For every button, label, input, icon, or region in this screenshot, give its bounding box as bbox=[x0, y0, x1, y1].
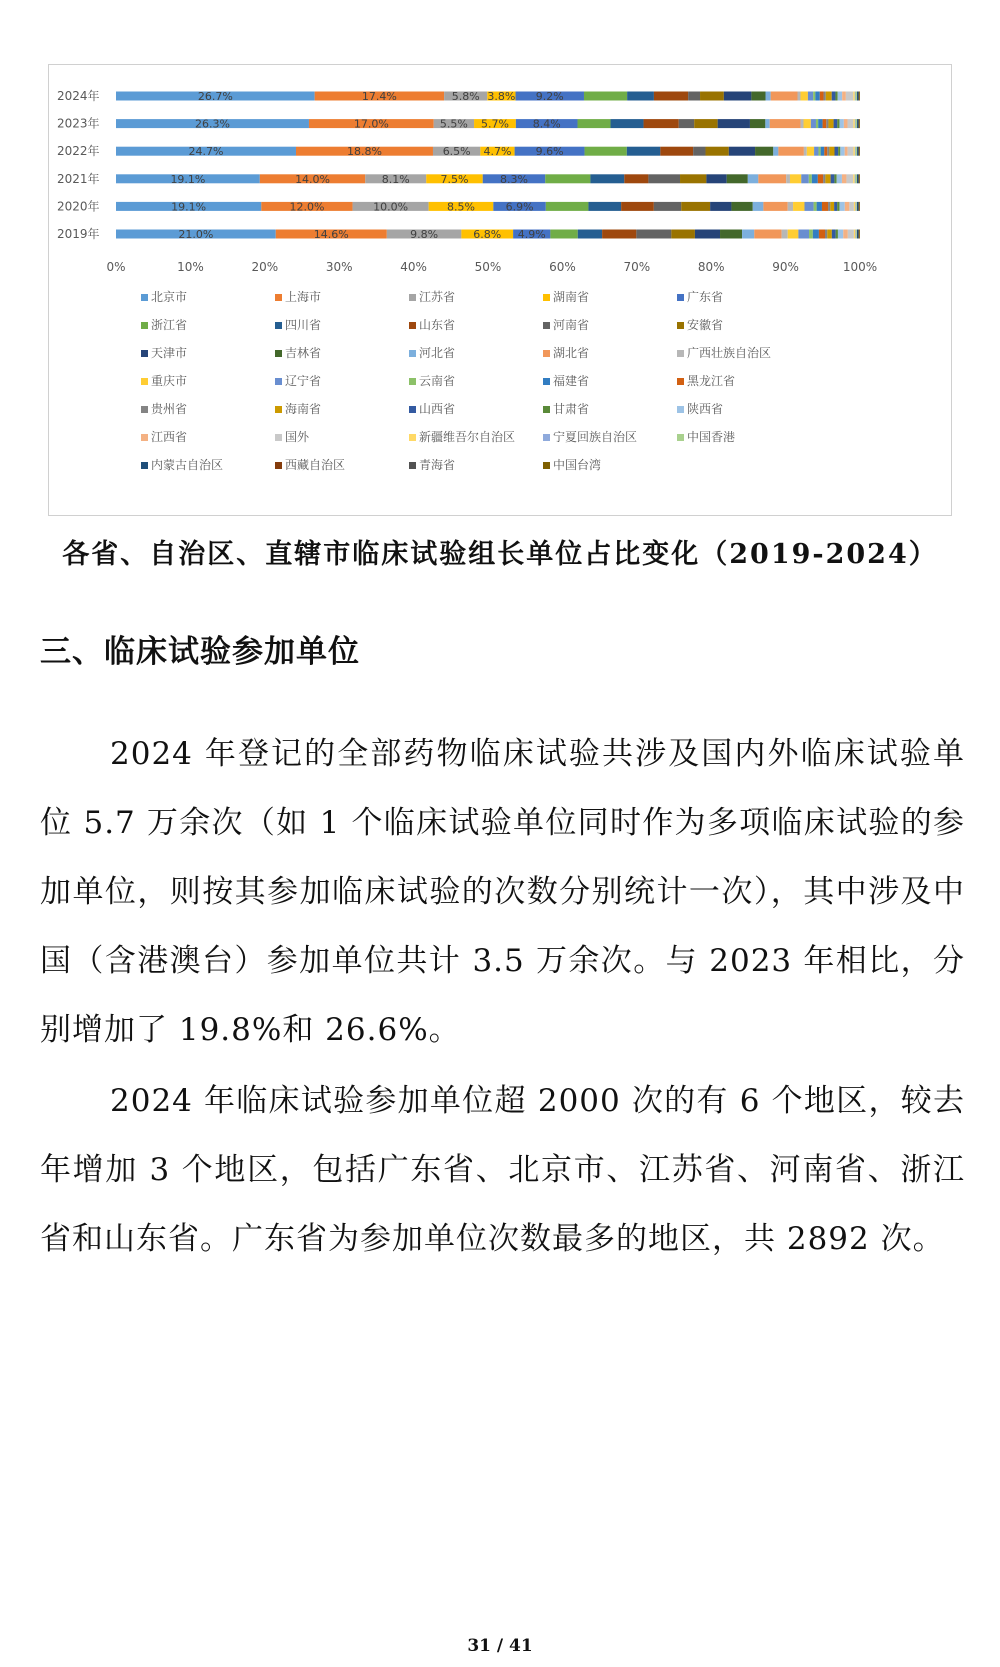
legend-swatch bbox=[275, 350, 282, 357]
legend-swatch bbox=[275, 462, 282, 469]
legend-swatch bbox=[409, 350, 416, 357]
data-label: 26.3% bbox=[195, 117, 230, 131]
bar-segment bbox=[788, 202, 793, 211]
bar-segment bbox=[857, 202, 859, 211]
bar-segment bbox=[778, 147, 804, 156]
bar-segment bbox=[827, 230, 832, 239]
data-label: 17.0% bbox=[353, 117, 389, 131]
x-tick-label: 40% bbox=[400, 260, 427, 274]
data-label: 8.1% bbox=[381, 172, 410, 186]
x-tick-label: 60% bbox=[549, 260, 576, 274]
bar-segment bbox=[832, 230, 836, 239]
x-tick-label: 10% bbox=[177, 260, 204, 274]
bar-segment bbox=[688, 92, 700, 101]
legend-swatch bbox=[543, 406, 550, 413]
legend-label: 广东省 bbox=[687, 290, 724, 304]
bar-segment bbox=[855, 230, 856, 239]
legend-label: 中国香港 bbox=[687, 430, 736, 444]
bar-segment bbox=[754, 230, 781, 239]
x-tick-label: 70% bbox=[623, 260, 651, 274]
bar-segment bbox=[813, 230, 819, 239]
bar-segment bbox=[793, 202, 804, 211]
bar-segment bbox=[798, 92, 801, 101]
bar-segment bbox=[828, 202, 830, 211]
bar-segment bbox=[773, 147, 778, 156]
bar-segment bbox=[671, 230, 695, 239]
bar-segment bbox=[857, 147, 858, 156]
data-label: 3.8% bbox=[487, 90, 516, 103]
data-label: 14.6% bbox=[313, 228, 349, 241]
legend-label: 江西省 bbox=[151, 430, 188, 444]
body-paragraph-1: 2024 年登记的全部药物临床试验共涉及国内外临床试验单位 5.7 万余次（如 1 个临床试验单位同时作为多项临床试验的参加单位，则按其参加临床试验的次数分别统计一次），其中涉及中国（含港澳台）参加单位共计 3.5 万余次。与 2023 年相比，分别增加了 19.8%和 26.6%。 bbox=[40, 736, 965, 1048]
legend-label: 湖南省 bbox=[553, 290, 590, 304]
legend-label: 宁夏回族自治区 bbox=[553, 430, 638, 444]
bar-segment bbox=[751, 92, 765, 101]
legend-label: 甘肃省 bbox=[553, 402, 590, 416]
bar-segment bbox=[840, 147, 844, 156]
legend-swatch bbox=[275, 322, 282, 329]
legend-label: 新疆维吾尔自治区 bbox=[419, 430, 516, 444]
data-label: 18.8% bbox=[347, 145, 382, 159]
legend-label: 吉林省 bbox=[285, 346, 322, 360]
bar-segment bbox=[550, 230, 577, 239]
bar-segment bbox=[825, 174, 830, 183]
data-label: 14.0% bbox=[295, 172, 331, 186]
bar-segment bbox=[720, 230, 742, 239]
legend-label: 国外 bbox=[285, 430, 310, 444]
bar-segment bbox=[636, 230, 671, 239]
bar-segment bbox=[855, 119, 856, 128]
legend-label: 浙江省 bbox=[151, 318, 188, 332]
bar-segment bbox=[836, 230, 838, 239]
bar-segment bbox=[748, 174, 759, 183]
data-label: 4.7% bbox=[483, 145, 512, 159]
data-label: 26.7% bbox=[197, 90, 233, 103]
data-label: 19.1% bbox=[170, 172, 206, 186]
legend-swatch bbox=[543, 350, 550, 357]
bar-segment bbox=[546, 202, 589, 211]
bar-segment bbox=[845, 147, 848, 156]
bar-segment bbox=[819, 230, 825, 239]
bar-segment bbox=[857, 119, 858, 128]
legend-label: 西藏自治区 bbox=[285, 458, 346, 472]
bar-segment bbox=[545, 174, 590, 183]
bar-segment bbox=[816, 119, 818, 128]
bar-segment bbox=[856, 92, 857, 101]
bar-segment bbox=[830, 202, 834, 211]
legend-swatch bbox=[543, 462, 550, 469]
legend-swatch bbox=[141, 378, 148, 385]
legend-swatch bbox=[409, 406, 416, 413]
bar-segment bbox=[809, 230, 813, 239]
bar-segment bbox=[849, 202, 854, 211]
bar-segment bbox=[825, 230, 827, 239]
bar-segment bbox=[838, 230, 843, 239]
bar-segment bbox=[859, 119, 860, 128]
bar-segment bbox=[856, 147, 857, 156]
bar-segment bbox=[857, 92, 858, 101]
data-label: 24.7% bbox=[188, 145, 224, 159]
legend-swatch bbox=[677, 406, 684, 413]
data-label: 7.5% bbox=[440, 172, 469, 186]
bar-segment bbox=[788, 230, 799, 239]
bar-segment bbox=[844, 119, 848, 128]
bar-segment bbox=[790, 174, 801, 183]
bar-segment bbox=[826, 92, 832, 101]
bar-segment bbox=[718, 119, 750, 128]
bar-segment bbox=[848, 147, 854, 156]
x-tick-label: 30% bbox=[325, 260, 353, 274]
bar-segment bbox=[835, 92, 837, 101]
legend-label: 山西省 bbox=[419, 402, 456, 416]
bar-segment bbox=[812, 174, 818, 183]
bar-segment bbox=[834, 174, 836, 183]
legend-label: 天津市 bbox=[151, 346, 188, 360]
bar-segment bbox=[853, 147, 854, 156]
legend-label: 黑龙江省 bbox=[687, 374, 736, 388]
y-tick-label: 2024年 bbox=[57, 89, 100, 103]
bar-segment bbox=[855, 92, 856, 101]
bar-segment bbox=[750, 119, 765, 128]
bar-segment bbox=[853, 174, 855, 183]
legend-swatch bbox=[275, 378, 282, 385]
bar-segment bbox=[578, 230, 602, 239]
bar-segment bbox=[804, 202, 813, 211]
bar-segment bbox=[856, 230, 857, 239]
bar-segment bbox=[584, 92, 627, 101]
bar-segment bbox=[823, 119, 827, 128]
legend-swatch bbox=[141, 294, 148, 301]
bar-segment bbox=[834, 202, 837, 211]
legend-label: 山东省 bbox=[419, 318, 456, 332]
legend-label: 河北省 bbox=[419, 346, 456, 360]
bar-segment bbox=[814, 202, 817, 211]
legend-swatch bbox=[677, 434, 684, 441]
chart-caption: 各省、自治区、直辖市临床试验组长单位占比变化（2019-2024） bbox=[62, 539, 938, 570]
data-label: 9.2% bbox=[535, 90, 564, 103]
bar-segment bbox=[845, 202, 850, 211]
bar-segment bbox=[660, 147, 693, 156]
bar-segment bbox=[753, 202, 764, 211]
data-label: 21.0% bbox=[178, 228, 214, 241]
bar-segment bbox=[854, 202, 856, 211]
legend-swatch bbox=[141, 322, 148, 329]
legend-swatch bbox=[141, 350, 148, 357]
bar-segment bbox=[679, 119, 694, 128]
chart-canvas bbox=[49, 65, 953, 517]
bar-segment bbox=[828, 119, 833, 128]
bar-segment bbox=[843, 230, 848, 239]
bar-segment bbox=[827, 147, 829, 156]
legend-swatch bbox=[409, 294, 416, 301]
data-label: 6.5% bbox=[442, 145, 471, 159]
bar-segment bbox=[755, 147, 773, 156]
y-tick-label: 2023年 bbox=[57, 116, 100, 131]
bar-segment bbox=[771, 92, 798, 101]
x-tick-label: 100% bbox=[842, 260, 878, 274]
legend-label: 北京市 bbox=[151, 290, 188, 304]
bar-segment bbox=[695, 230, 720, 239]
bar-segment bbox=[693, 147, 705, 156]
bar-segment bbox=[814, 147, 818, 156]
legend-swatch bbox=[141, 434, 148, 441]
bar-segment bbox=[846, 92, 853, 101]
bar-segment bbox=[853, 92, 854, 101]
data-label: 9.6% bbox=[535, 145, 564, 159]
x-tick-label: 80% bbox=[697, 260, 725, 274]
section-heading: 三、临床试验参加单位 bbox=[40, 634, 360, 670]
bar-segment bbox=[782, 230, 788, 239]
bar-segment bbox=[644, 119, 679, 128]
bar-segment bbox=[820, 92, 824, 101]
legend-label: 云南省 bbox=[419, 374, 456, 388]
page-number: 31 / 41 bbox=[467, 1636, 533, 1656]
bar-segment bbox=[838, 147, 840, 156]
bar-segment bbox=[807, 147, 814, 156]
bar-segment bbox=[859, 92, 860, 101]
legend-swatch bbox=[141, 406, 148, 413]
bar-segment bbox=[848, 230, 854, 239]
bar-segment bbox=[846, 174, 853, 183]
bar-segment bbox=[839, 119, 843, 128]
legend-swatch bbox=[543, 434, 550, 441]
bar-segment bbox=[811, 119, 816, 128]
legend-label: 上海市 bbox=[285, 290, 322, 304]
legend-swatch bbox=[543, 322, 550, 329]
bar-segment bbox=[758, 174, 786, 183]
bar-segment bbox=[786, 174, 790, 183]
bar-segment bbox=[838, 92, 842, 101]
bar-segment bbox=[578, 119, 611, 128]
bar-segment bbox=[801, 119, 804, 128]
legend-label: 广西壮族自治区 bbox=[687, 346, 772, 360]
bar-segment bbox=[857, 230, 859, 239]
bar-segment bbox=[831, 174, 835, 183]
data-label: 10.0% bbox=[373, 200, 409, 214]
legend-swatch bbox=[677, 378, 684, 385]
bar-segment bbox=[859, 202, 860, 211]
data-label: 6.8% bbox=[473, 228, 502, 241]
legend-label: 中国台湾 bbox=[553, 458, 602, 472]
data-label: 19.1% bbox=[171, 200, 207, 214]
x-tick-label: 90% bbox=[772, 260, 799, 274]
bar-segment bbox=[837, 174, 842, 183]
legend-label: 陕西省 bbox=[687, 402, 724, 416]
bar-segment bbox=[842, 92, 846, 101]
data-label: 5.8% bbox=[451, 90, 480, 103]
bar-segment bbox=[694, 119, 717, 128]
bar-segment bbox=[834, 119, 838, 128]
bar-segment bbox=[727, 174, 748, 183]
bar-segment bbox=[804, 119, 811, 128]
bar-segment bbox=[681, 202, 710, 211]
bar-segment bbox=[823, 174, 825, 183]
legend-swatch bbox=[141, 462, 148, 469]
bar-segment bbox=[654, 202, 681, 211]
stacked-bar-chart bbox=[48, 64, 952, 516]
bar-segment bbox=[829, 147, 834, 156]
bar-segment bbox=[815, 92, 819, 101]
y-tick-label: 2022年 bbox=[57, 144, 100, 159]
bar-segment bbox=[818, 147, 820, 156]
bar-segment bbox=[763, 202, 787, 211]
bar-segment bbox=[859, 230, 860, 239]
bar-segment bbox=[842, 174, 847, 183]
data-label: 4.9% bbox=[517, 228, 546, 241]
bar-segment bbox=[742, 230, 754, 239]
bar-segment bbox=[624, 174, 648, 183]
x-tick-label: 50% bbox=[474, 260, 502, 274]
legend-swatch bbox=[543, 378, 550, 385]
bar-segment bbox=[731, 202, 752, 211]
bar-segment bbox=[627, 92, 654, 101]
bar-segment bbox=[729, 147, 755, 156]
bar-segment bbox=[809, 174, 812, 183]
bar-segment bbox=[824, 147, 827, 156]
legend-label: 河南省 bbox=[553, 318, 590, 332]
bar-segment bbox=[855, 202, 856, 211]
bar-segment bbox=[818, 119, 822, 128]
data-label: 6.9% bbox=[505, 200, 534, 214]
bar-segment bbox=[766, 92, 771, 101]
data-label: 8.5% bbox=[447, 200, 475, 214]
legend-label: 海南省 bbox=[285, 402, 322, 416]
legend-label: 福建省 bbox=[553, 374, 590, 388]
data-label: 9.8% bbox=[410, 228, 439, 241]
bar-segment bbox=[817, 202, 822, 211]
bar-segment bbox=[859, 174, 860, 183]
data-label: 5.5% bbox=[439, 117, 468, 131]
bar-segment bbox=[648, 174, 680, 183]
bar-segment bbox=[848, 119, 854, 128]
bar-segment bbox=[706, 147, 729, 156]
bar-segment bbox=[588, 202, 621, 211]
bar-segment bbox=[813, 92, 815, 101]
body-paragraph-2: 2024 年临床试验参加单位超 2000 次的有 6 个地区，较去年增加 3 个地区，包括广东省、北京市、江苏省、河南省、浙江省和山东省。广东省为参加单位次数最多的地区，共 2892 次。 bbox=[40, 1083, 965, 1257]
bar-segment bbox=[804, 147, 807, 156]
bar-segment bbox=[854, 230, 856, 239]
bar-segment bbox=[654, 92, 688, 101]
legend-swatch bbox=[275, 294, 282, 301]
bar-segment bbox=[627, 147, 661, 156]
bar-segment bbox=[834, 147, 838, 156]
data-label: 8.3% bbox=[500, 172, 528, 186]
bar-segment bbox=[798, 230, 809, 239]
bar-segment bbox=[611, 119, 644, 128]
bar-segment bbox=[602, 230, 636, 239]
bar-segment bbox=[590, 174, 624, 183]
legend-swatch bbox=[275, 434, 282, 441]
data-label: 8.4% bbox=[532, 117, 561, 131]
bar-segment bbox=[818, 174, 823, 183]
legend-label: 重庆市 bbox=[151, 374, 188, 388]
y-tick-label: 2019年 bbox=[57, 227, 100, 241]
bar-segment bbox=[680, 174, 706, 183]
bar-segment bbox=[801, 174, 809, 183]
legend-label: 湖北省 bbox=[553, 346, 590, 360]
bar-segment bbox=[853, 119, 854, 128]
bar-segment bbox=[826, 119, 828, 128]
data-label: 12.0% bbox=[289, 200, 325, 214]
bar-segment bbox=[824, 92, 826, 101]
bar-segment bbox=[765, 119, 769, 128]
bar-segment bbox=[856, 119, 857, 128]
bar-segment bbox=[808, 92, 813, 101]
x-tick-label: 0% bbox=[106, 260, 126, 274]
data-label: 17.4% bbox=[361, 90, 397, 103]
bar-segment bbox=[857, 174, 859, 183]
legend-swatch bbox=[275, 406, 282, 413]
bar-segment bbox=[724, 92, 752, 101]
bar-segment bbox=[832, 92, 836, 101]
bar-segment bbox=[855, 174, 856, 183]
bar-segment bbox=[855, 147, 856, 156]
bar-segment bbox=[621, 202, 654, 211]
bar-segment bbox=[837, 119, 839, 128]
bar-segment bbox=[770, 119, 801, 128]
bar-segment bbox=[800, 92, 807, 101]
bar-segment bbox=[706, 174, 726, 183]
bar-segment bbox=[710, 202, 731, 211]
bar-segment bbox=[700, 92, 724, 101]
bar-segment bbox=[837, 202, 839, 211]
legend-swatch bbox=[677, 322, 684, 329]
legend-swatch bbox=[409, 434, 416, 441]
bar-segment bbox=[855, 174, 857, 183]
legend-swatch bbox=[677, 350, 684, 357]
data-label: 5.7% bbox=[480, 117, 509, 131]
bar-segment bbox=[856, 202, 857, 211]
bar-segment bbox=[859, 147, 860, 156]
legend-label: 辽宁省 bbox=[285, 374, 322, 388]
bar-segment bbox=[822, 202, 828, 211]
bar-segment bbox=[585, 147, 627, 156]
legend-label: 内蒙古自治区 bbox=[151, 458, 224, 472]
legend-label: 四川省 bbox=[285, 318, 322, 332]
bar-segment bbox=[821, 147, 825, 156]
legend-label: 江苏省 bbox=[419, 290, 456, 304]
legend-swatch bbox=[409, 322, 416, 329]
y-tick-label: 2021年 bbox=[57, 171, 100, 186]
y-tick-label: 2020年 bbox=[57, 199, 100, 214]
legend-label: 青海省 bbox=[419, 458, 456, 472]
legend-label: 安徽省 bbox=[687, 318, 724, 332]
legend-swatch bbox=[409, 378, 416, 385]
bar-segment bbox=[839, 202, 844, 211]
legend-label: 贵州省 bbox=[151, 402, 188, 416]
x-tick-label: 20% bbox=[251, 260, 279, 274]
legend-swatch bbox=[677, 294, 684, 301]
legend-swatch bbox=[409, 462, 416, 469]
legend-swatch bbox=[543, 294, 550, 301]
